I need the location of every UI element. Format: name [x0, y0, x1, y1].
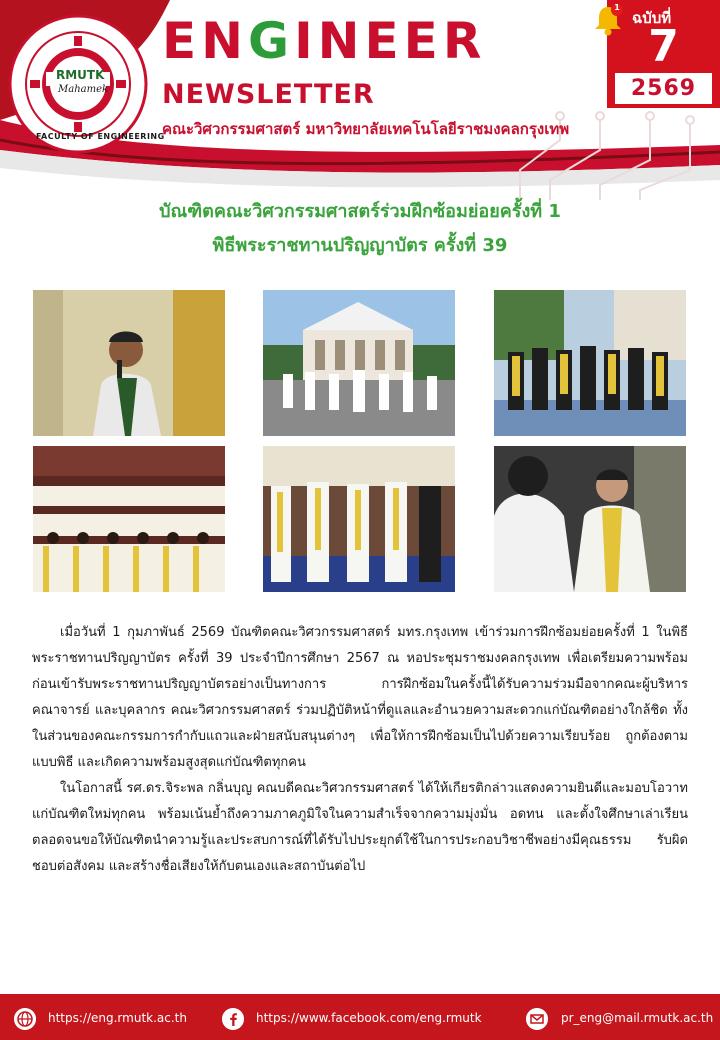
issue-label: ฉบับที่	[632, 9, 672, 27]
newsletter-title	[162, 12, 486, 70]
footer-facebook-link[interactable]: https://www.facebook.com/eng.rmutk	[256, 1011, 482, 1025]
staff-group-photo-icon	[494, 290, 686, 436]
title-part-g: G	[248, 12, 295, 70]
article-body	[32, 620, 688, 880]
procession-outdoor-photo-icon	[263, 290, 455, 436]
logo-brand: RMUTK	[56, 68, 105, 82]
article-title-line1: บัณฑิตคณะวิศวกรรมศาสตร์ร่วมฝึกซ้อมย่อยครั้งที่ 1	[159, 201, 561, 222]
article-paragraph-2: ในโอกาสนี้ รศ.ดร.จิระพล กลิ่นบุญ คณบดีคณะวิศวกรรมศาสตร์ ได้ให้เกียรติกล่าวแสดงความยินดีและมอบโอวาทแก่บัณฑิตใหม่ทุกคน พร้อมเน้นย้ำถึงความภาคภูมิใจในความสำเร็จจากความมุ่งมั่น อดทน และตั้งใจศึกษาเล่าเรียน ตลอดจนขอให้บัณฑิตนำความรู้และประสบการณ์ที่ได้รับไปประยุกต์ใช้ในการประกอบวิชาชีพอย่างมีคุณธรรม รับผิดชอบต่อสังคม และสร้างชื่อเสียงให้กับตนเองและสถาบันต่อไป	[32, 781, 688, 874]
facebook-icon	[222, 1008, 244, 1030]
logo-ring-text: FACULTY OF ENGINEERING	[36, 132, 165, 141]
auditorium-graduates-photo-icon	[33, 446, 225, 592]
photo-gown-adjustment	[494, 446, 686, 592]
logo-script: Mahamek	[58, 84, 109, 95]
notification-count: 1	[614, 3, 620, 12]
article-title-line2: พิธีพระราชทานปริญญาบัตร ครั้งที่ 39	[212, 235, 508, 256]
issue-number: 7	[648, 21, 679, 72]
mail-icon	[526, 1008, 548, 1030]
globe-icon	[14, 1008, 36, 1030]
footer-email-link[interactable]: pr_eng@mail.rmutk.ac.th	[561, 1011, 714, 1025]
article-paragraph-1: เมื่อวันที่ 1 กุมภาพันธ์ 2569 บัณฑิตคณะวิศวกรรมศาสตร์ มทร.กรุงเทพ เข้าร่วมการฝึกซ้อมย่อยครั้งที่ 1 ในพิธีพระราชทานปริญญาบัตร ครั้งที่ 39 ประจำปีการศึกษา 2567 ณ หอประชุมราชมงคลกรุงเทพ เพื่อเตรียมความพร้อมก่อนเข้ารับพระราชทานปริญญาบัตรอย่างเป็นทางการ การฝึกซ้อมในครั้งนี้ได้รับความร่วมมือจากคณะผู้บริหาร คณาจารย์ และบุคลากร คณะวิศวกรรมศาสตร์ ร่วมปฏิบัติหน้าที่ดูแลและอำนวยความสะดวกแก่บัณฑิตอย่างใกล้ชิด ทั้งในส่วนของคณะกรรมการกำกับแถวและฝ่ายสนับสนุนต่างๆ เพื่อให้การฝึกซ้อมเป็นไปด้วยความเรียบร้อย ถูกต้องตามแบบพิธี และเกิดความพร้อมสูงสุดแก่บัณฑิตทุกคน	[32, 625, 688, 770]
photo-procession-outdoor	[263, 290, 455, 436]
speaker-photo-icon	[33, 290, 225, 436]
issue-year: 2569	[615, 73, 712, 104]
photo-procession-indoor	[263, 446, 455, 592]
faculty-name: คณะวิศวกรรมศาสตร์ มหาวิทยาลัยเทคโนโลยีราชมงคลกรุงเทพ	[162, 120, 570, 138]
footer-website-link[interactable]: https://eng.rmutk.ac.th	[48, 1011, 187, 1025]
procession-indoor-photo-icon	[263, 446, 455, 592]
newsletter-subtitle: NEWSLETTER	[162, 79, 375, 110]
photo-staff-group	[494, 290, 686, 436]
title-part-ineer: INEER	[294, 12, 487, 70]
photo-auditorium	[33, 446, 225, 592]
photo-speaker	[33, 290, 225, 436]
gown-adjustment-photo-icon	[494, 446, 686, 592]
title-part-en: EN	[162, 12, 249, 70]
